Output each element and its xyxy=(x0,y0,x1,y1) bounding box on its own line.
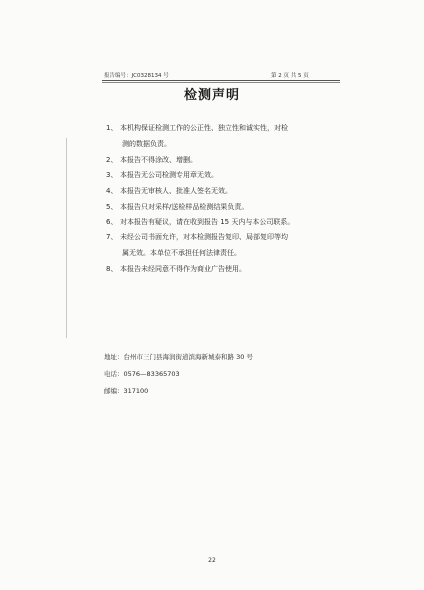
margin-scan-mark xyxy=(66,138,67,338)
item-number: 1、 xyxy=(106,124,118,132)
item-text: 未经公司书面允许，对本检测报告复印、局部复印等均 xyxy=(120,233,288,241)
report-number-label: 报告编号： xyxy=(104,73,132,79)
item-text: 对本报告有疑议，请在收到报告 15 天内与本公司联系。 xyxy=(120,218,295,226)
item-number: 7、 xyxy=(106,233,118,241)
report-number-value: JC0328134 号 xyxy=(131,73,169,79)
statement-item-7 xyxy=(106,229,336,261)
header-rule xyxy=(102,80,340,81)
item-text: 本报告未经同意不得作为商业广告使用。 xyxy=(120,265,246,273)
item-text: 本报告不得涂改、增删。 xyxy=(120,156,197,164)
statement-item-2 xyxy=(106,152,336,168)
item-text-continued: 属无效。本单位不承担任何法律责任。 xyxy=(122,249,241,257)
statement-item-4 xyxy=(106,183,336,199)
item-number: 8、 xyxy=(106,265,118,273)
item-text: 本机构保证检测工作的公正性、独立性和诚实性，对检 xyxy=(120,124,288,132)
report-number xyxy=(104,71,169,79)
contact-phone: 电话：0576—83365703 xyxy=(104,370,180,378)
item-number: 4、 xyxy=(106,187,118,195)
page-info: 第 2 页 共 5 页 xyxy=(271,73,309,79)
item-number: 5、 xyxy=(106,203,118,211)
contact-address: 地址：台州市三门县海润街道滨海新城泰和路 30 号 xyxy=(104,353,253,361)
item-text: 本报告无审核人、批准人签名无效。 xyxy=(120,187,232,195)
page-number: 22 xyxy=(208,557,216,564)
contact-postcode: 邮编：317100 xyxy=(104,387,149,395)
item-number: 6、 xyxy=(106,218,118,226)
statement-item-1 xyxy=(106,120,336,152)
statement-item-8 xyxy=(106,261,336,277)
statement-item-5 xyxy=(106,199,336,215)
item-text: 本报告无公司检测专用章无效。 xyxy=(120,171,218,179)
item-number: 2、 xyxy=(106,156,118,164)
statement-item-3 xyxy=(106,167,336,183)
header-rule-thin xyxy=(102,82,340,83)
item-number: 3、 xyxy=(106,171,118,179)
page-title: 检测声明 xyxy=(183,88,240,103)
item-text-continued: 测的数据负责。 xyxy=(122,140,171,148)
statement-item-6 xyxy=(106,214,336,230)
item-text: 本报告只对采样/送检样品检测结果负责。 xyxy=(120,203,249,211)
